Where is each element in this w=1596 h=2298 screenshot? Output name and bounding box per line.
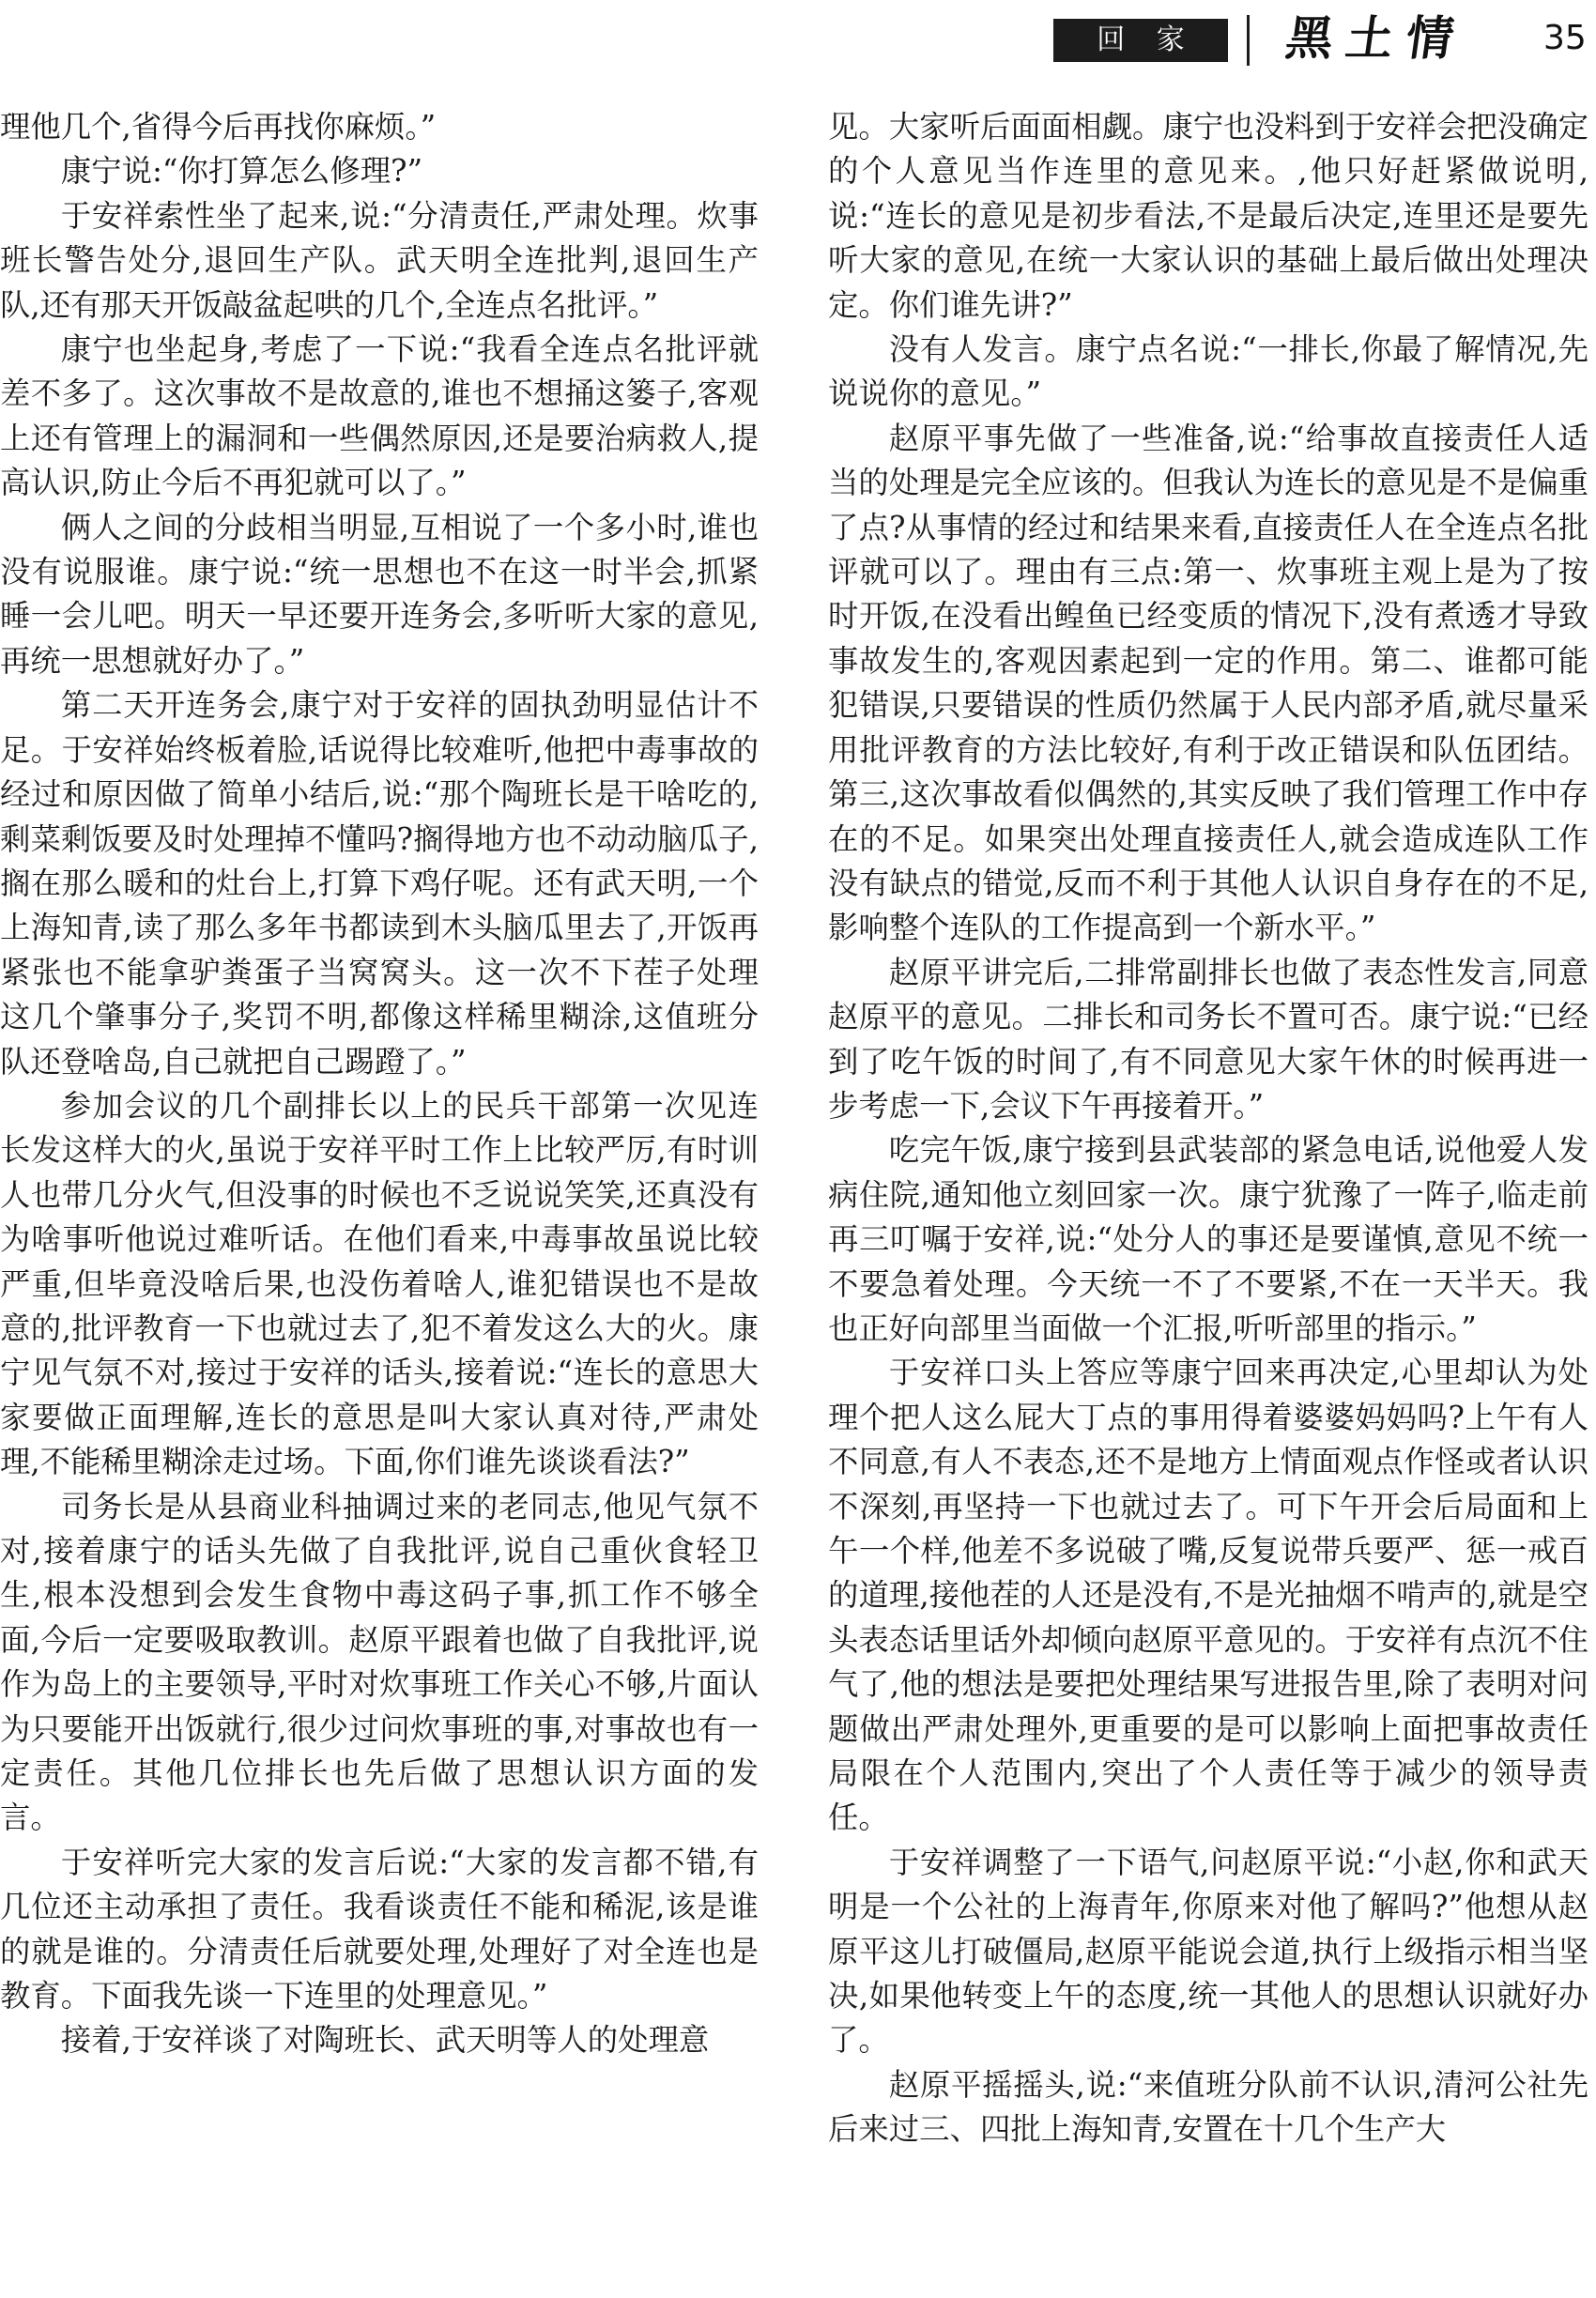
paragraph: 于安祥索性坐了起来,说:“分清责任,严肃处理。炊事班长警告处分,退回生产队。武天明全连批判,退回生产队,还有那天开饭敲盆起哄的几个,全连点名批评。” bbox=[0, 197, 759, 323]
paragraph: 俩人之间的分歧相当明显,互相说了一个多小时,谁也没有说服谁。康宁说:“统一思想也不在这一时半会,抓紧睡一会儿吧。明天一早还要开连务会,多听听大家的意见,再统一思想就好办了。” bbox=[0, 509, 759, 679]
magazine-title: 黑土情 bbox=[1281, 10, 1471, 66]
page-header bbox=[1050, 11, 1596, 66]
paragraph: 参加会议的几个副排长以上的民兵干部第一次见连长发这样大的火,虽说于安祥平时工作上比较严厉,有时训人也带几分火气,但没事的时候也不乏说说笑笑,还真没有为啥事听他说过难听话。在他们看来,中毒事故虽说比较严重,但毕竟没啥后果,也没伤着啥人,谁犯错误也不是故意的,批评教育一下也就过去了,犯不着发这么大的火。康宁见气氛不对,接过于安祥的话头,接着说:“连长的意思大家要做正面理解,连长的意思是叫大家认真对待,严肃处理,不能稀里糊涂走过场。下面,你们谁先谈谈看法?” bbox=[0, 1087, 759, 1480]
page-number: 35 bbox=[1543, 19, 1587, 57]
paragraph: 于安祥口头上答应等康宁回来再决定,心里却认为处理个把人这么屁大丁点的事用得着婆婆妈妈吗?上午有人不同意,有人不表态,还不是地方上情面观点作怪或者认识不深刻,再坚持一下也就过去了。可下午开会后局面和上午一个样,他差不多说破了嘴,反复说带兵要严、惩一戒百的道理,接他茬的人还是没有,不是光抽烟不啃声的,就是空头表态话里话外却倾向赵原平意见的。于安祥有点沉不住气了,他的想法是要把处理结果写进报告里,除了表明对问题做出严肃处理外,更重要的是可以影响上面把事故责任局限在个人范围内,突出了个人责任等于减少的领导责任。 bbox=[828, 1355, 1588, 1836]
paragraph: 第二天开连务会,康宁对于安祥的固执劲明显估计不足。于安祥始终板着脸,话说得比较难听,他把中毒事故的经过和原因做了简单小结后,说:“那个陶班长是干啥吃的,剩菜剩饭要及时处理掉不懂吗?搁得地方也不动动脑瓜子,搁在那么暖和的灶台上,打算下鸡仔呢。还有武天明,一个上海知青,读了那么多年书都读到木头脑瓜里去了,开饭再紧张也不能拿驴粪蛋子当窝窝头。这一次不下茬子处理这几个肇事分子,奖罚不明,都像这样稀里糊涂,这值班分队还登啥岛,自己就把自己踢蹬了。” bbox=[0, 687, 759, 1080]
right-column bbox=[828, 105, 1588, 2152]
paragraph: 于安祥调整了一下语气,问赵原平说:“小赵,你和武天明是一个公社的上海青年,你原来对他了解吗?”他想从赵原平这儿打破僵局,赵原平能说会道,执行上级指示相当坚决,如果他转变上午的态度,统一其他人的思想认识就好办了。 bbox=[828, 1844, 1588, 2059]
paragraph: 见。大家听后面面相觑。康宁也没料到于安祥会把没确定的个人意见当作连里的意见来。,他只好赶紧做说明,说:“连长的意见是初步看法,不是最后决定,连里还是要先听大家的意见,在统一大家认识的基础上最后做出处理决定。你们谁先讲?” bbox=[828, 109, 1588, 323]
paragraph: 康宁也坐起身,考虑了一下说:“我看全连点名批评就差不多了。这次事故不是故意的,谁也不想捅这篓子,客观上还有管理上的漏洞和一些偶然原因,还是要治病救人,提高认识,防止今后不再犯就可以了。” bbox=[0, 331, 759, 501]
paragraph: 吃完午饭,康宁接到县武装部的紧急电话,说他爱人发病住院,通知他立刻回家一次。康宁犹豫了一阵子,临走前再三叮嘱于安祥,说:“处分人的事还是要谨慎,意见不统一不要急着处理。今天统一不了不要紧,不在一天半天。我也正好向部里当面做一个汇报,听听部里的指示。” bbox=[828, 1132, 1588, 1346]
paragraph: 赵原平摇摇头,说:“来值班分队前不认识,清河公社先后来过三、四批上海知青,安置在十几个生产大 bbox=[828, 2066, 1588, 2148]
paragraph: 赵原平讲完后,二排常副排长也做了表态性发言,同意赵原平的意见。二排长和司务长不置可否。康宁说:“已经到了吃午饭的时间了,有不同意见大家午休的时候再进一步考虑一下,会议下午再接着开。” bbox=[828, 954, 1588, 1124]
paragraph: 于安祥听完大家的发言后说:“大家的发言都不错,有几位还主动承担了责任。我看谈责任不能和稀泥,该是谁的就是谁的。分清责任后就要处理,处理好了对全连也是教育。下面我先谈一下连里的处理意见。” bbox=[0, 1844, 759, 2015]
header-divider bbox=[1247, 15, 1250, 66]
section-label: 回 家 bbox=[1053, 19, 1228, 62]
paragraph: 接着,于安祥谈了对陶班长、武天明等人的处理意 bbox=[60, 2022, 710, 2059]
paragraph: 司务长是从县商业科抽调过来的老同志,他见气氛不对,接着康宁的话头先做了自我批评,说自己重伙食轻卫生,根本没想到会发生食物中毒这码子事,抓工作不够全面,今后一定要吸取教训。赵原平跟着也做了自我批评,说作为岛上的主要领导,平时对炊事班工作关心不够,片面认为只要能开出饭就行,很少过问炊事班的事,对事故也有一定责任。其他几位排长也先后做了思想认识方面的发言。 bbox=[0, 1488, 759, 1836]
paragraph: 康宁说:“你打算怎么修理?” bbox=[60, 153, 423, 190]
paragraph: 理他几个,省得今后再找你麻烦。” bbox=[0, 109, 437, 145]
left-column bbox=[0, 105, 759, 2063]
paragraph: 没有人发言。康宁点名说:“一排长,你最了解情况,先说说你的意见。” bbox=[828, 331, 1588, 412]
paragraph: 赵原平事先做了一些准备,说:“给事故直接责任人适当的处理是完全应该的。但我认为连长的意见是不是偏重了点?从事情的经过和结果来看,直接责任人在全连点名批评就可以了。理由有三点:第一、炊事班主观上是为了按时开饭,在没看出鳇鱼已经变质的情况下,没有煮透才导致事故发生的,客观因素起到一定的作用。第二、谁都可能犯错误,只要错误的性质仍然属于人民内部矛盾,就尽量采用批评教育的方法比较好,有利于改正错误和队伍团结。第三,这次事故看似偶然的,其实反映了我们管理工作中存在的不足。如果突出处理直接责任人,就会造成连队工作没有缺点的错觉,反而不利于其他人认识自身存在的不足,影响整个连队的工作提高到一个新水平。” bbox=[828, 420, 1588, 946]
